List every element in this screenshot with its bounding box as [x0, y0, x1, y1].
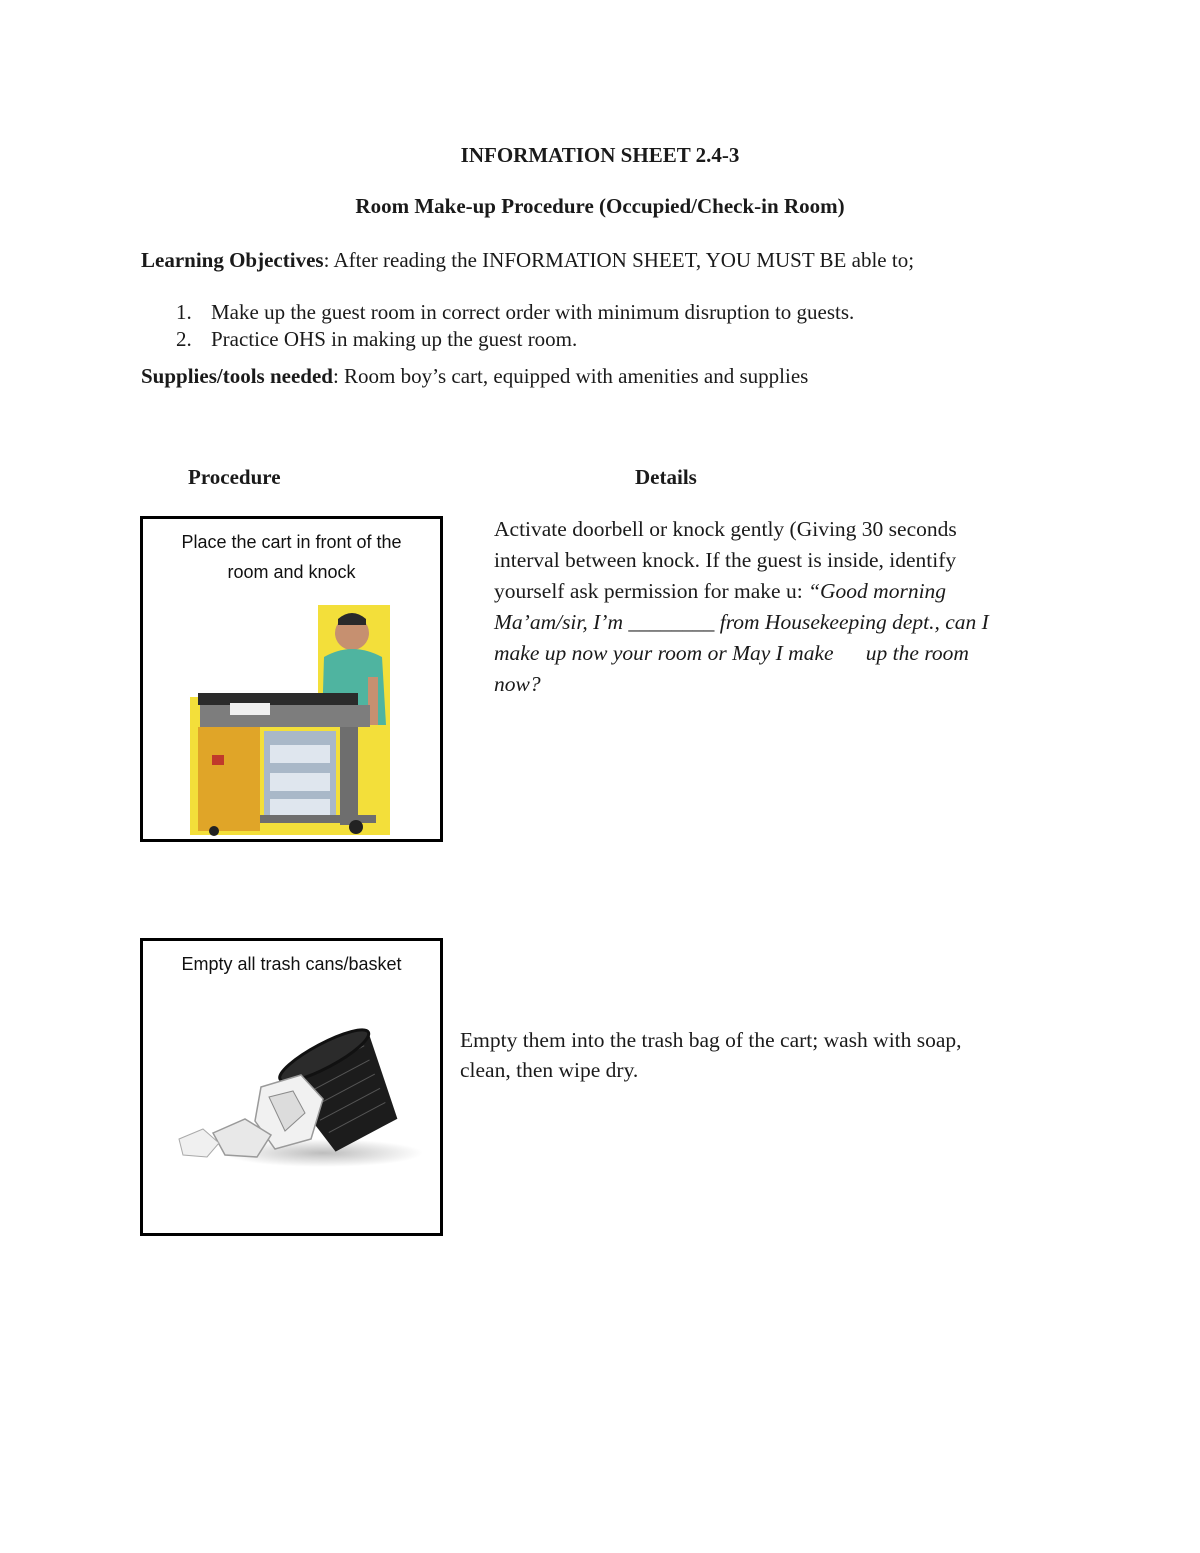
list-text: Make up the guest room in correct order with minimum disruption to guests. — [211, 300, 855, 324]
details-line: Activate doorbell or knock gently (Giving 30 seconds — [494, 517, 957, 541]
details-quote: Ma’am/sir, I’m ________ from Housekeeping dept., can I — [494, 610, 989, 634]
details-quote: now? — [494, 672, 541, 696]
housekeeping-cart-illustration — [190, 605, 395, 837]
details-line: clean, then wipe dry. — [460, 1058, 639, 1082]
supplies-line — [141, 364, 808, 389]
list-item — [176, 299, 854, 326]
details-column-heading: Details — [635, 465, 697, 489]
details-quote: make up now your room or May I make up the room — [494, 641, 969, 665]
details-line — [494, 638, 989, 669]
step-details-cart — [494, 514, 989, 700]
details-line: Empty them into the trash bag of the cart; wash with soap, — [460, 1028, 962, 1052]
page-subtitle: Room Make-up Procedure (Occupied/Check-in Room) — [355, 194, 845, 218]
list-number: 2. — [176, 327, 192, 351]
step-label-line: Place the cart in front of the — [181, 532, 402, 552]
list-item — [176, 326, 854, 353]
details-line — [494, 607, 989, 638]
supplies-text: : Room boy’s cart, equipped with amenities and supplies — [332, 364, 809, 388]
details-text: yourself ask permission for make u: — [494, 579, 809, 603]
details-line: interval between knock. If the guest is inside, identify — [494, 548, 957, 572]
step-label-line: room and knock — [227, 562, 356, 582]
procedure-column-heading: Procedure — [188, 465, 281, 489]
trash-basket-illustration — [173, 1021, 423, 1181]
step-box-trash — [140, 938, 443, 1236]
step-label — [143, 527, 440, 587]
list-text: Practice OHS in making up the guest room. — [211, 327, 578, 351]
details-line — [494, 576, 989, 607]
objectives-text: : After reading the INFORMATION SHEET, YOU MUST BE able to; — [323, 248, 915, 272]
step-details-trash — [460, 1025, 962, 1085]
sheet-title: INFORMATION SHEET 2.4-3 — [460, 143, 740, 167]
step-label: Empty all trash cans/basket — [181, 954, 402, 974]
details-quote: “Good morning — [808, 579, 947, 603]
step-box-cart — [140, 516, 443, 842]
objectives-list — [176, 299, 854, 353]
details-line — [494, 669, 989, 700]
objectives-label: Learning Objectives — [141, 248, 324, 272]
supplies-label: Supplies/tools needed — [141, 364, 333, 388]
learning-objectives — [141, 248, 914, 273]
list-number: 1. — [176, 300, 192, 324]
